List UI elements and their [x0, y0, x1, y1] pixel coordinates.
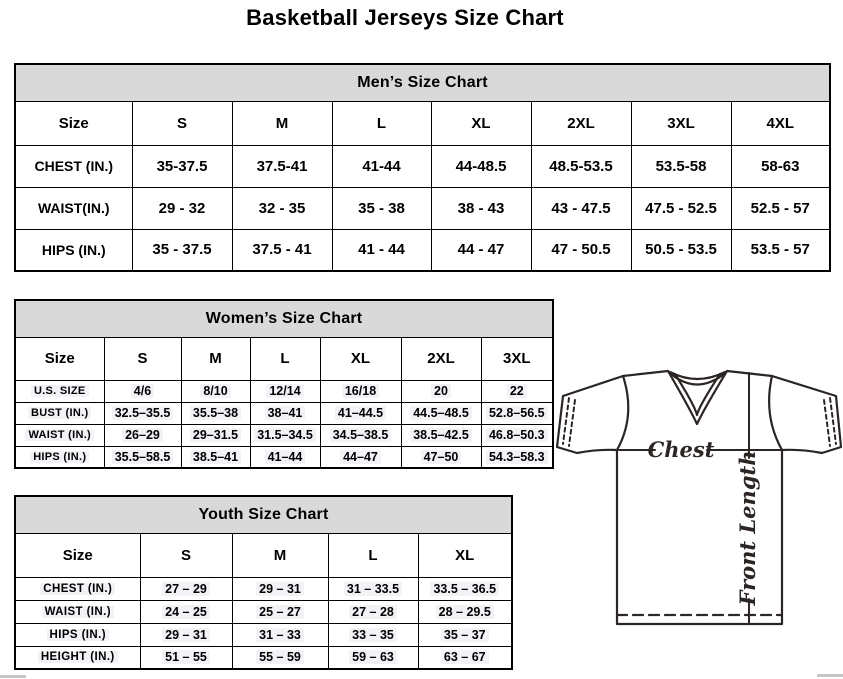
- womens-cell: 34.5–38.5: [330, 428, 392, 442]
- youth-col-header-m: M: [232, 533, 328, 577]
- youth-cell: 25 – 27: [256, 605, 304, 619]
- table-row: [15, 446, 553, 468]
- womens-cell: 44–47: [340, 450, 381, 464]
- right-cuff-stitch-1: [830, 398, 836, 444]
- youth-cell: 28 – 29.5: [436, 605, 494, 619]
- mens-row-label-hips: HIPS (IN.): [15, 229, 132, 271]
- womens-row-label-waist: WAIST (IN.): [25, 429, 94, 441]
- mens-cell: 52.5 - 57: [731, 187, 830, 229]
- mens-col-header-2xl: 2XL: [531, 101, 631, 145]
- womens-col-header-2xl: 2XL: [401, 337, 481, 380]
- left-cuff-stitch-1: [563, 398, 569, 444]
- table-row: [15, 646, 512, 669]
- womens-col-header-size: Size: [15, 337, 104, 380]
- youth-col-header-size: Size: [15, 533, 140, 577]
- mens-cell: 41-44: [332, 145, 431, 187]
- scrollbar-fragment-left[interactable]: [0, 675, 26, 678]
- table-row: [15, 623, 512, 646]
- mens-cell: 47 - 50.5: [531, 229, 631, 271]
- mens-cell: 50.5 - 53.5: [631, 229, 731, 271]
- page-title: Basketball Jerseys Size Chart: [246, 5, 564, 30]
- mens-cell: 37.5 - 41: [232, 229, 332, 271]
- youth-row-label-hips: HIPS (IN.): [47, 629, 109, 641]
- youth-size-chart-table: [14, 495, 513, 670]
- youth-col-header-xl: XL: [418, 533, 512, 577]
- scrollbar-fragment-right[interactable]: [817, 674, 843, 677]
- womens-cell: 38.5–41: [190, 450, 241, 464]
- front-length-label: Front Length: [735, 450, 760, 606]
- womens-cell: 32.5–35.5: [112, 406, 174, 420]
- mens-cell: 35 - 37.5: [132, 229, 232, 271]
- mens-col-header-xl: XL: [431, 101, 531, 145]
- mens-col-header-4xl: 4XL: [731, 101, 830, 145]
- youth-cell: 31 – 33: [256, 628, 304, 642]
- womens-cell: 47–50: [421, 450, 462, 464]
- womens-row-label-bust: BUST (IN.): [28, 407, 91, 419]
- youth-cell: 51 – 55: [162, 650, 210, 664]
- mens-cell: 35-37.5: [132, 145, 232, 187]
- mens-col-header-m: M: [232, 101, 332, 145]
- mens-cell: 41 - 44: [332, 229, 431, 271]
- womens-cell: 35.5–58.5: [112, 450, 174, 464]
- mens-cell: 53.5-58: [631, 145, 731, 187]
- right-cuff-stitch-2: [824, 400, 830, 446]
- youth-cell: 35 – 37: [441, 628, 489, 642]
- left-cuff-stitch-2: [569, 400, 575, 446]
- youth-cell: 27 – 28: [349, 605, 397, 619]
- youth-cell: 29 – 31: [162, 628, 210, 642]
- mens-cell: 44-48.5: [431, 145, 531, 187]
- jersey-outline-drawing: [556, 362, 843, 632]
- mens-cell: 35 - 38: [332, 187, 431, 229]
- mens-row-label-waist: WAIST(IN.): [15, 187, 132, 229]
- mens-col-header-s: S: [132, 101, 232, 145]
- mens-cell: 32 - 35: [232, 187, 332, 229]
- womens-cell: 54.3–58.3: [486, 450, 548, 464]
- womens-col-header-m: M: [181, 337, 250, 380]
- womens-cell: 38.5–42.5: [410, 428, 472, 442]
- mens-cell: 38 - 43: [431, 187, 531, 229]
- womens-cell: 16/18: [342, 384, 379, 398]
- chest-label: Chest: [647, 437, 715, 462]
- mens-chart-title: Men’s Size Chart: [15, 64, 830, 101]
- womens-col-header-xl: XL: [320, 337, 401, 380]
- table-row: [15, 424, 553, 446]
- youth-row-label-height: HEIGHT (IN.): [38, 651, 118, 663]
- youth-cell: 27 – 29: [162, 582, 210, 596]
- mens-cell: 29 - 32: [132, 187, 232, 229]
- womens-col-header-3xl: 3XL: [481, 337, 553, 380]
- youth-cell: 63 – 67: [441, 650, 489, 664]
- jersey-measurement-diagram: [556, 362, 843, 632]
- mens-col-header-3xl: 3XL: [631, 101, 731, 145]
- table-row: [15, 402, 553, 424]
- youth-cell: 31 – 33.5: [344, 582, 402, 596]
- youth-row-label-waist: WAIST (IN.): [42, 606, 114, 618]
- womens-cell: 26–29: [122, 428, 163, 442]
- mens-col-header-size: Size: [15, 101, 132, 145]
- womens-cell: 12/14: [266, 384, 303, 398]
- mens-col-header-l: L: [332, 101, 431, 145]
- right-sleeve-seam: [769, 376, 782, 450]
- mens-cell: 44 - 47: [431, 229, 531, 271]
- table-row: [15, 187, 830, 229]
- youth-col-header-l: L: [328, 533, 418, 577]
- womens-col-header-s: S: [104, 337, 181, 380]
- womens-cell: 4/6: [131, 384, 154, 398]
- mens-cell: 37.5-41: [232, 145, 332, 187]
- womens-cell: 41–44.5: [335, 406, 386, 420]
- mens-cell: 58-63: [731, 145, 830, 187]
- youth-col-header-s: S: [140, 533, 232, 577]
- womens-cell: 35.5–38: [190, 406, 241, 420]
- youth-chart-title: Youth Size Chart: [15, 496, 512, 533]
- womens-cell: 41–44: [265, 450, 306, 464]
- youth-cell: 33 – 35: [349, 628, 397, 642]
- youth-cell: 33.5 – 36.5: [430, 582, 499, 596]
- youth-cell: 29 – 31: [256, 582, 304, 596]
- table-row: [15, 145, 830, 187]
- womens-row-label-hips: HIPS (IN.): [30, 451, 89, 463]
- womens-cell: 46.8–50.3: [486, 428, 548, 442]
- womens-cell: 31.5–34.5: [254, 428, 316, 442]
- table-row: [15, 229, 830, 271]
- youth-cell: 24 – 25: [162, 605, 210, 619]
- womens-col-header-l: L: [250, 337, 320, 380]
- table-row: [15, 380, 553, 402]
- womens-cell: 52.8–56.5: [486, 406, 548, 420]
- mens-cell: 47.5 - 52.5: [631, 187, 731, 229]
- youth-cell: 55 – 59: [256, 650, 304, 664]
- table-row: [15, 600, 512, 623]
- mens-size-chart-table: [14, 63, 831, 272]
- womens-cell: 8/10: [200, 384, 230, 398]
- womens-size-chart-table: [14, 299, 554, 469]
- mens-cell: 48.5-53.5: [531, 145, 631, 187]
- womens-chart-title: Women’s Size Chart: [15, 300, 553, 337]
- left-sleeve-seam: [617, 376, 628, 450]
- youth-cell: 59 – 63: [349, 650, 397, 664]
- womens-cell: 44.5–48.5: [410, 406, 472, 420]
- womens-row-label-ussize: U.S. SIZE: [31, 385, 89, 397]
- mens-cell: 53.5 - 57: [731, 229, 830, 271]
- womens-cell: 22: [507, 384, 527, 398]
- table-row: [15, 577, 512, 600]
- mens-row-label-chest: CHEST (IN.): [15, 145, 132, 187]
- womens-cell: 38–41: [265, 406, 306, 420]
- mens-cell: 43 - 47.5: [531, 187, 631, 229]
- womens-cell: 20: [431, 384, 451, 398]
- womens-cell: 29–31.5: [190, 428, 241, 442]
- youth-row-label-chest: CHEST (IN.): [40, 583, 115, 595]
